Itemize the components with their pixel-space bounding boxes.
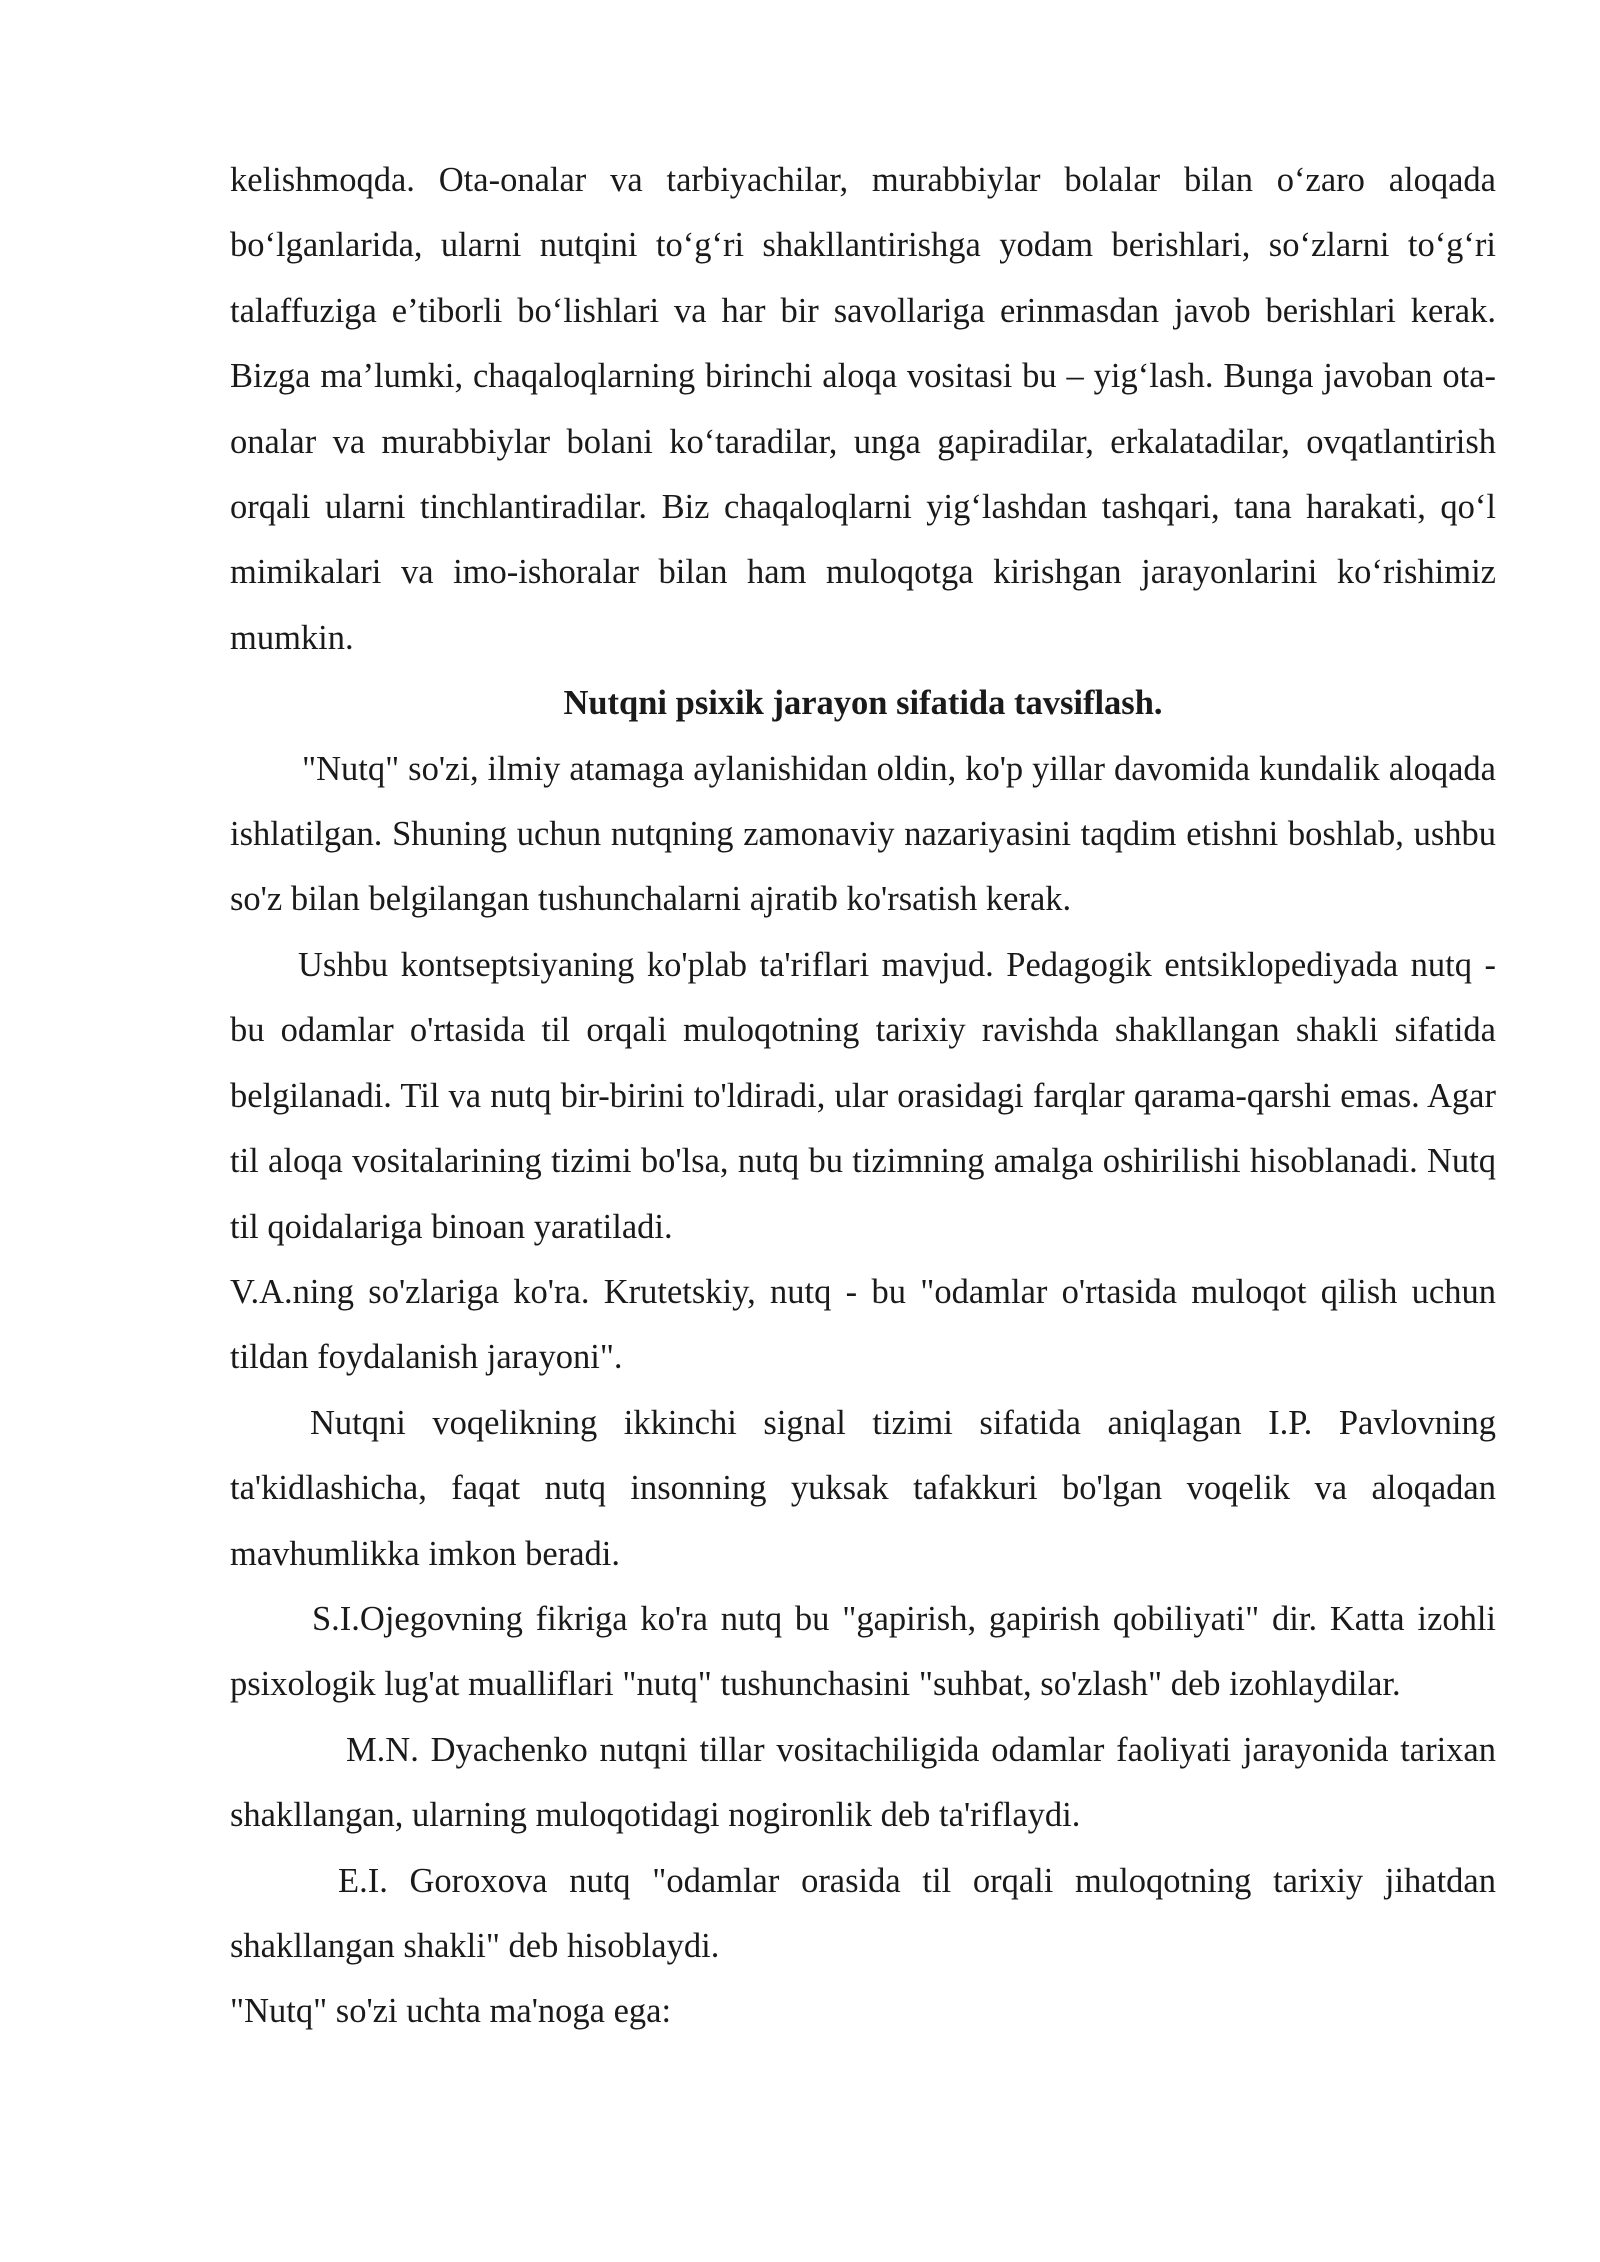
paragraph-dyachenko: M.N. Dyachenko nutqni tillar vositachiligida odamlar faoliyati jarayonida tarixan shakllangan, ularning muloqotidagi nogironlik deb ta'riflaydi.	[230, 1730, 1496, 1835]
paragraph-goroxova: E.I. Goroxova nutq "odamlar orasida til orqali muloqotning tarixiy jihatdan shakllangan shakli" deb hisoblaydi.	[230, 1861, 1496, 1965]
section-heading: Nutqni psixik jarayon sifatida tavsiflash.	[563, 684, 1163, 723]
paragraph-ojegov: S.I.Ojegovning fikriga ko'ra nutq bu "gapirish, gapirish qobiliyati" dir. Katta izohli psixologik lug'at mualliflari "nutq" tushunchasini "suhbat, so'zlash" deb izohlaydilar.	[230, 1599, 1496, 1704]
paragraph-three-meanings: "Nutq" so'zi uchta ma'noga ega:	[230, 1992, 672, 2031]
document-page	[230, 148, 1496, 2045]
paragraph-pavlov: Nutqni voqelikning ikkinchi signal tizimi sifatida aniqlagan I.P. Pavlovning ta'kidlashicha, faqat nutq insonning yuksak tafakkuri bo'lgan voqelik va aloqadan mavhumlikka imkon beradi.	[230, 1403, 1496, 1573]
paragraph-definitions: Ushbu kontseptsiyaning ko'plab ta'riflari mavjud. Pedagogik entsiklopediyada nutq - bu odamlar o'rtasida til orqali muloqotning tarixiy ravishda shakllangan shakli sifatida belgilanadi. Til va nutq bir-birini to'ldiradi, ular orasidagi farqlar qarama-qarshi emas. Agar til aloqa vositalarining tizimi bo'lsa, nutq bu tizimning amalga oshirilishi hisoblanadi. Nutq til qoidalariga binoan yaratiladi.	[230, 945, 1496, 1246]
paragraph-intro: kelishmoqda. Ota-onalar va tarbiyachilar, murabbiylar bolalar bilan o‘zaro aloqada bo‘lganlarida, ularni nutqini to‘g‘ri shakllantirishga yodam berishlari, so‘zlarni to‘g‘ri talaffuziga e’tiborli bo‘lishlari va har bir savollariga erinmasdan javob berishlari kerak. Bizga ma’lumki, chaqaloqlarning birinchi aloqa vositasi bu – yig‘lash. Bunga javoban ota-onalar va murabbiylar bolani ko‘taradilar, unga gapiradilar, erkalatadilar, ovqatlantirish orqali ularni tinchlantiradilar. Biz chaqaloqlarni yig‘lashdan tashqari, tana harakati, qo‘l mimikalari va imo-ishoralar bilan ham muloqotga kirishgan jarayonlarini ko‘rishimiz mumkin.	[230, 161, 1496, 657]
paragraph-krutetskiy: V.A.ning so'zlariga ko'ra. Krutetskiy, nutq - bu "odamlar o'rtasida muloqot qilish uchun tildan foydalanish jarayoni".	[230, 1272, 1496, 1377]
paragraph-nutq-word: "Nutq" so'zi, ilmiy atamaga aylanishidan oldin, ko'p yillar davomida kundalik aloqada ishlatilgan. Shuning uchun nutqning zamonaviy nazariyasini taqdim etishni boshlab, ushbu so'z bilan belgilangan tushunchalarni ajratib ko'rsatish kerak.	[230, 749, 1496, 919]
